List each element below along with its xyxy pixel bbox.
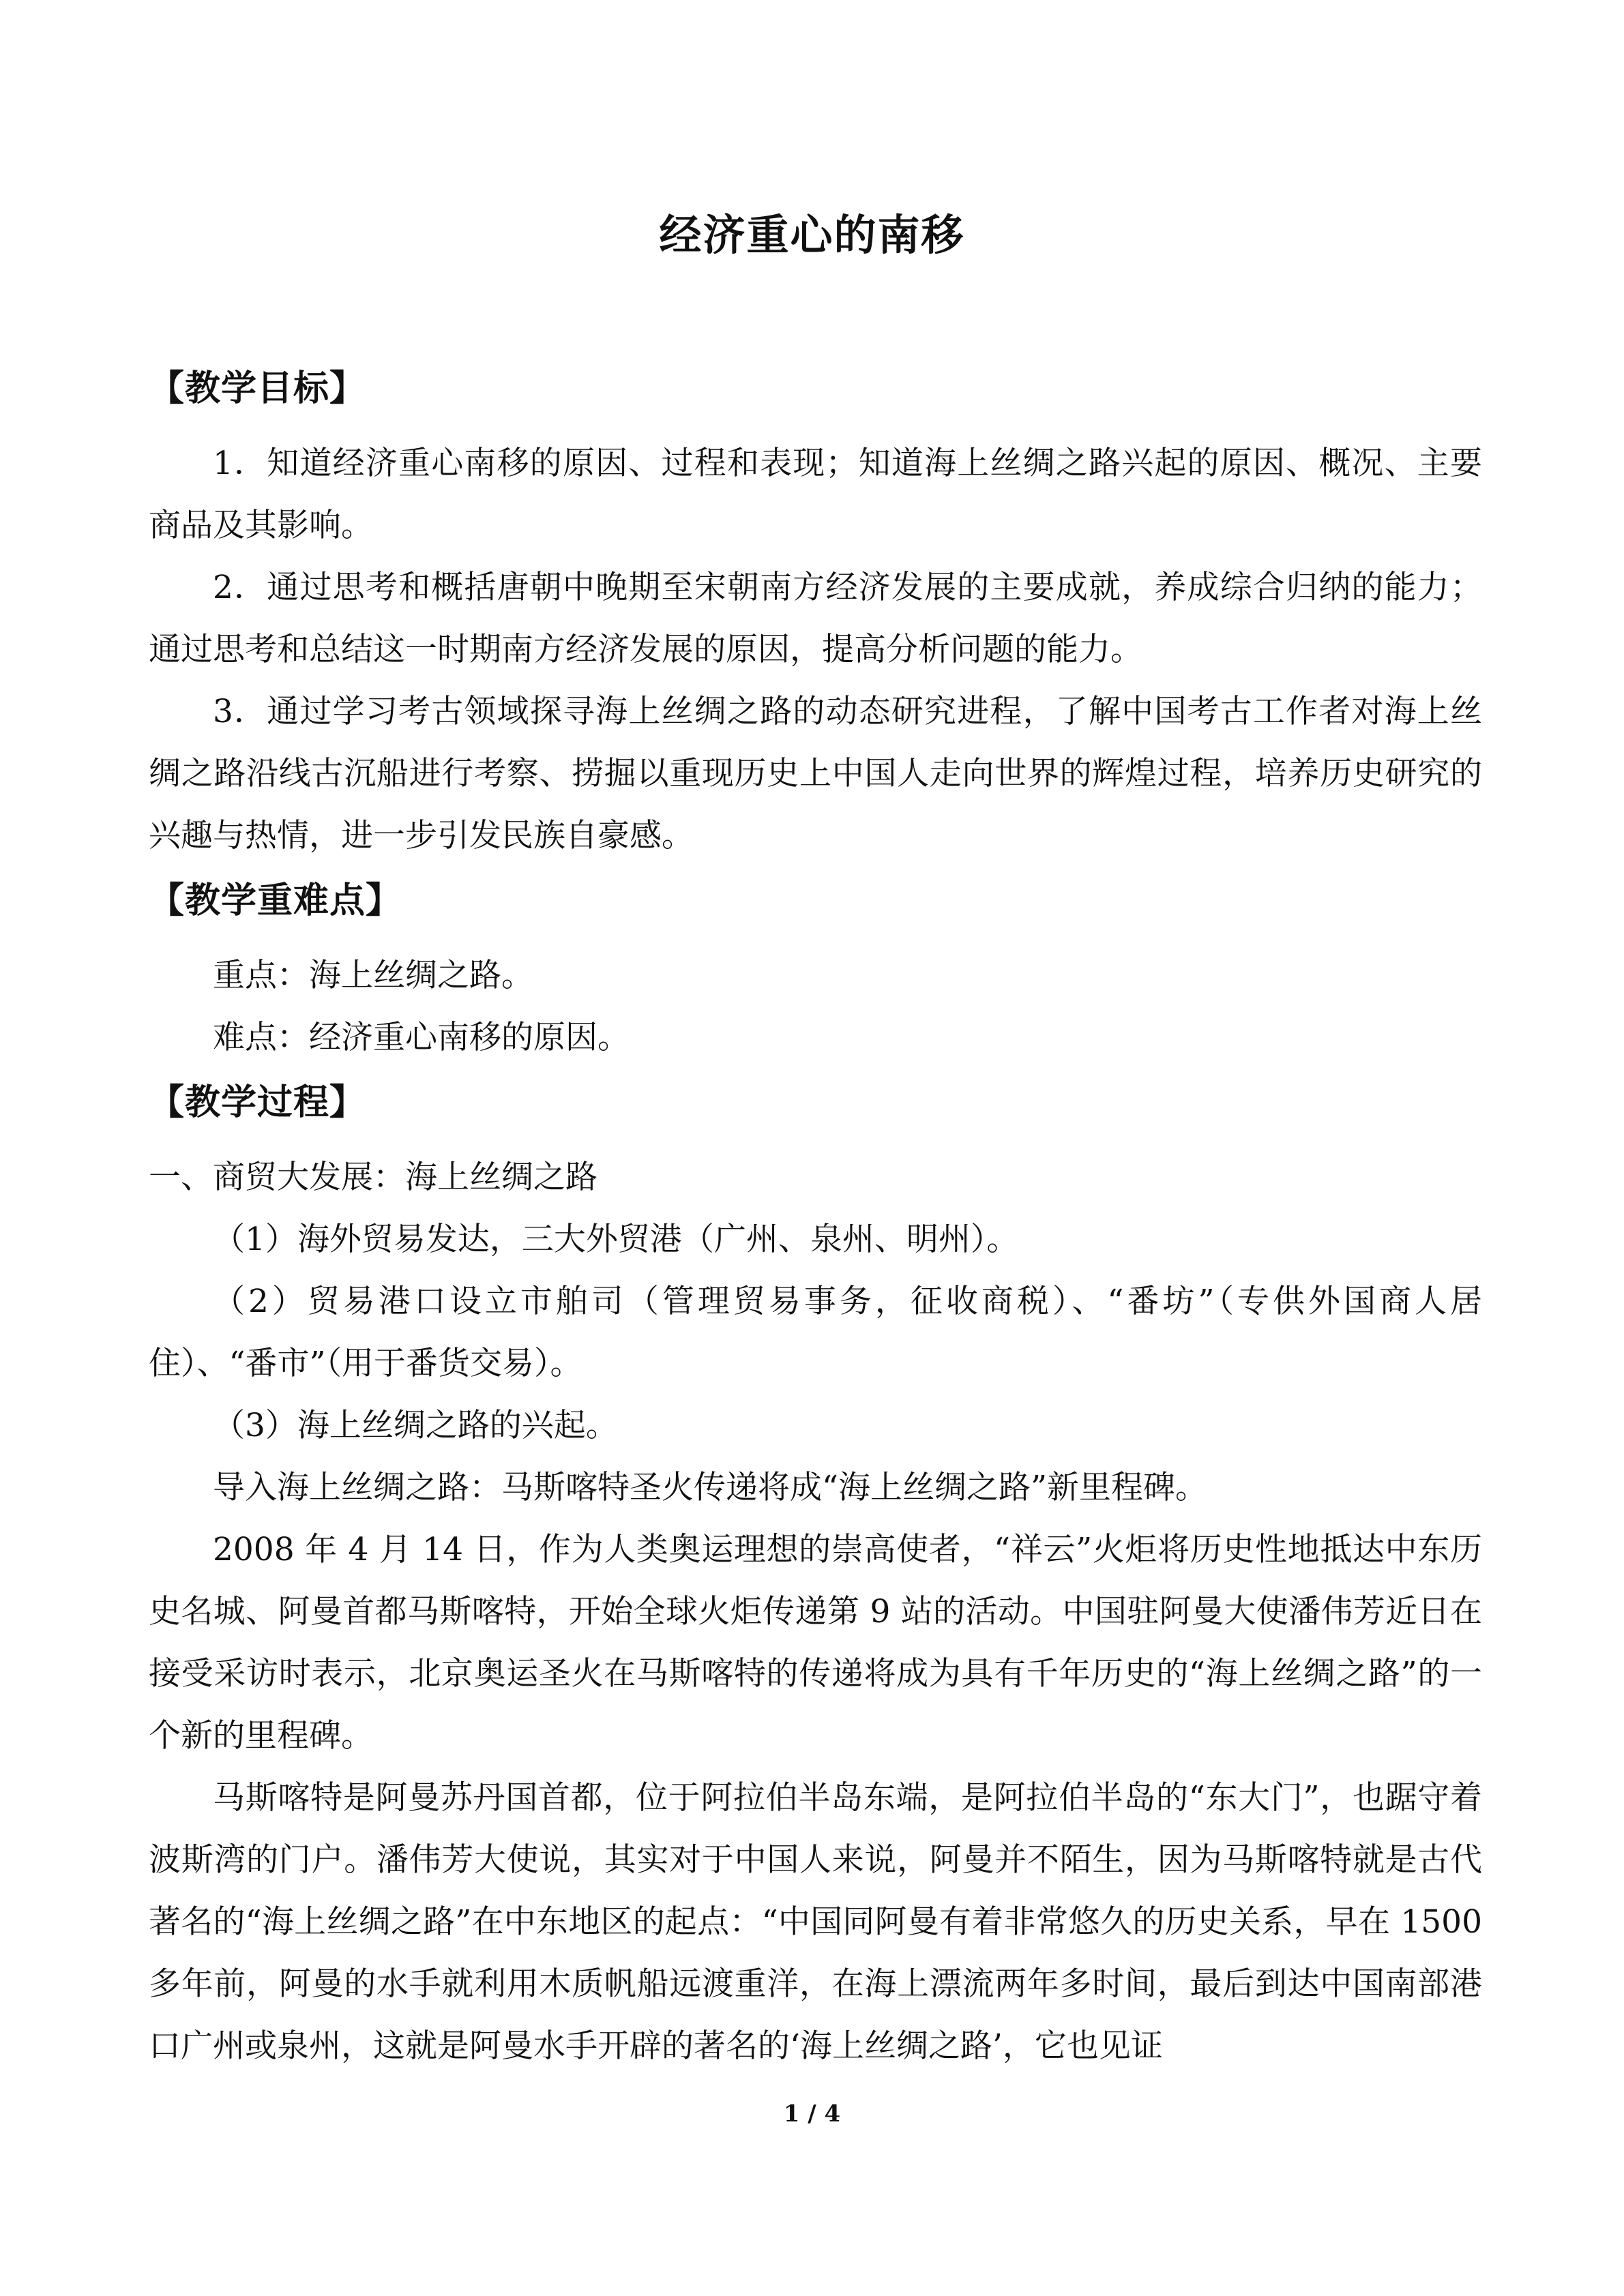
document-title: 经济重心的南移 [659,210,965,260]
process-point-2: （2）贸易港口设立市舶司（管理贸易事务，征收商税）、“番坊”（专供外国商人居住）、“番市”（用于番货交易）。 [149,1283,1482,1382]
document-body [149,355,1482,2077]
objective-item-3: 3．通过学习考古领域探寻海上丝绸之路的动态研究进程，了解中国考古工作者对海上丝绸之路沿线古沉船进行考察、捞掘以重现历史上中国人走向世界的辉煌过程，培养历史研究的兴趣与热情，进一步引发民族自豪感。 [149,693,1482,854]
process-paragraph-2: 马斯喀特是阿曼苏丹国首都，位于阿拉伯半岛东端，是阿拉伯半岛的“东大门”，也踞守着波斯湾的门户。潘伟芳大使说，其实对于中国人来说，阿曼并不陌生，因为马斯喀特就是古代著名的“海上丝绸之路”在中东地区的起点：“中国同阿曼有着非常悠久的历史关系，早在 1500 多年前，阿曼的水手就利用木质帆船远渡重洋，在海上漂流两年多时间，最后到达中国南部港口广州或泉州，这就是阿曼水手开辟的著名的‘海上丝绸之路’，它也见证 [149,1779,1482,2065]
objective-item-1: 1．知道经济重心南移的原因、过程和表现；知道海上丝绸之路兴起的原因、概况、主要商品及其影响。 [149,445,1482,544]
section-heading-objectives: 【教学目标】 [149,368,366,409]
page-number: 1 / 4 [783,2100,841,2128]
process-intro: 导入海上丝绸之路：马斯喀特圣火传递将成“海上丝绸之路”新里程碑。 [213,1469,1208,1506]
process-point-1: （1）海外贸易发达，三大外贸港（广州、泉州、明州）。 [213,1221,1019,1258]
process-part1-title: 一、商贸大发展：海上丝绸之路 [149,1159,597,1196]
section-heading-process: 【教学过程】 [149,1082,366,1123]
objective-item-2: 2．通过思考和概括唐朝中晚期至宋朝南方经济发展的主要成就，养成综合归纳的能力；通过思考和总结这一时期南方经济发展的原因，提高分析问题的能力。 [149,569,1482,668]
key-point: 重点：海上丝绸之路。 [213,957,533,994]
difficult-point: 难点：经济重心南移的原因。 [213,1019,630,1056]
process-paragraph-1: 2008 年 4 月 14 日，作为人类奥运理想的崇高使者，“祥云”火炬将历史性地抵达中东历史名城、阿曼首都马斯喀特，开始全球火炬传递第 9 站的活动。中国驻阿曼大使潘伟芳近日在接受采访时表示，北京奥运圣火在马斯喀特的传递将成为具有千年历史的“海上丝绸之路”的一个新的里程碑。 [149,1531,1482,1755]
process-point-3: （3）海上丝绸之路的兴起。 [213,1407,618,1444]
section-heading-key-points: 【教学重难点】 [149,880,402,921]
